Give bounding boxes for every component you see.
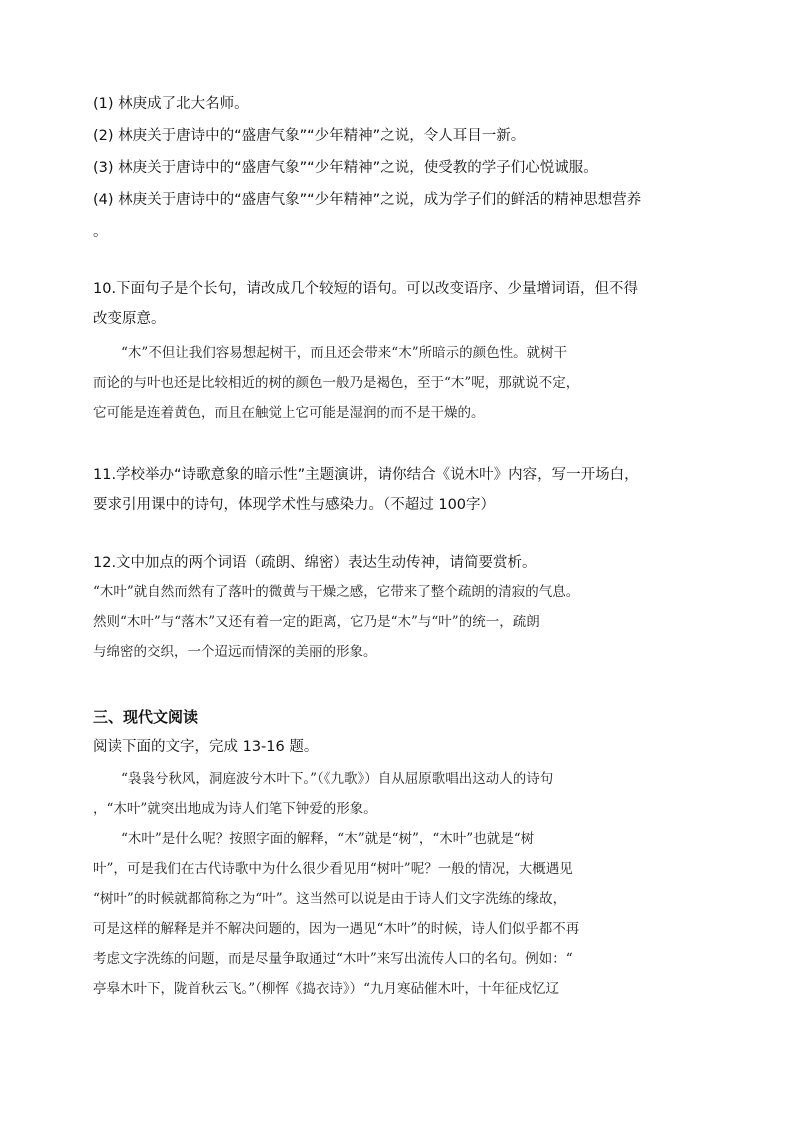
- option-1: (1) 林庚成了北大名师。: [93, 96, 249, 112]
- option-3: (3) 林庚关于唐诗中的“盛唐气象”“少年精神”之说，使受教的学子们心悦诚服。: [93, 160, 598, 176]
- question-12-line-1: 12.文中加点的两个词语（疏朗、绵密）表达生动传神，请简要赏析。: [93, 555, 537, 571]
- question-10-quote-line-2: 而论的与叶也还是比较相近的树的颜色一般乃是褐色，至于“木”呢，那就说不定，: [93, 375, 580, 391]
- option-2: (2) 林庚关于唐诗中的“盛唐气象”“少年精神”之说，令人耳目一新。: [93, 128, 526, 144]
- question-10-quote-cont: [93, 368, 703, 428]
- option-4: (4) 林庚关于唐诗中的“盛唐气象”“少年精神”之说，成为学子们的鲜活的精神思想营养: [93, 192, 642, 208]
- passage-line-1: “袅袅兮秋风，洞庭波兮木叶下。”（《九歌》）自从屈原歌唱出这动人的诗句: [121, 771, 554, 787]
- question-10: [93, 274, 703, 334]
- option-4-continuation: 。: [93, 224, 108, 240]
- passage-line-7: 考虑文字洗练的问题，而是尽量争取通过“木叶”来写出流传人口的名句。例如：“: [93, 951, 573, 967]
- passage-line-6: 可是这样的解释是并不解决问题的，因为一遇见“木叶”的时候，诗人们似乎都不再: [93, 921, 580, 937]
- passage-line-4: 叶”，可是我们在古代诗歌中为什么很少看见用“树叶”呢？一般的情况，大概遇见: [93, 861, 573, 877]
- question-10-line-2: 改变原意。: [93, 311, 166, 327]
- answer-options: [93, 88, 703, 248]
- section-instruction: 阅读下面的文字，完成 13-16 题。: [93, 739, 319, 755]
- reading-passage: [93, 764, 703, 1004]
- question-12-quote: [93, 577, 703, 667]
- passage-line-2: ，“木叶”就突出地成为诗人们笔下钟爱的形象。: [93, 801, 377, 817]
- passage-line-3: “木叶”是什么呢？按照字面的解释，“木”就是“树”，“木叶”也就是“树: [121, 831, 535, 847]
- question-10-line-1: 10.下面句子是个长句，请改成几个较短的语句。可以改变语序、少量增词语，但不得: [93, 281, 639, 297]
- passage-line-5: “树叶”的时候就都简称之为“叶”。这当然可以说是由于诗人们文字洗练的缘故，: [93, 891, 567, 907]
- question-10-quote-line-1: “木”不但让我们容易想起树干，而且还会带来“木”所暗示的颜色性。就树干: [121, 345, 568, 361]
- question-11: [93, 460, 703, 520]
- section-heading: 三、现代文阅读: [93, 708, 199, 726]
- question-12-quote-line-2: 然则“木叶”与“落木”又还有着一定的距离，它乃是“木”与“叶”的统一，疏朗: [93, 614, 540, 630]
- question-10-quote-line-3: 它可能是连着黄色，而且在触觉上它可能是湿润的而不是干燥的。: [93, 405, 485, 421]
- question-11-line-2: 要求引用课中的诗句，体现学术性与感染力。（不超过 100字）: [93, 497, 496, 513]
- passage-line-8: 亭皋木叶下，陇首秋云飞。”（柳恽《捣衣诗》）“九月寒砧催木叶，十年征戍忆辽: [93, 981, 560, 997]
- question-12-quote-line-3: 与绵密的交织，一个迢远而情深的美丽的形象。: [93, 644, 377, 660]
- section-3: [93, 702, 703, 762]
- question-10-quote: [93, 338, 703, 368]
- question-12: [93, 548, 703, 578]
- question-12-quote-line-1: “木叶”就自然而然有了落叶的微黄与干燥之感，它带来了整个疏朗的清寂的气息。: [93, 584, 580, 600]
- question-11-line-1: 11.学校举办“诗歌意象的暗示性”主题演讲，请你结合《说木叶》内容，写一开场白，: [93, 467, 639, 483]
